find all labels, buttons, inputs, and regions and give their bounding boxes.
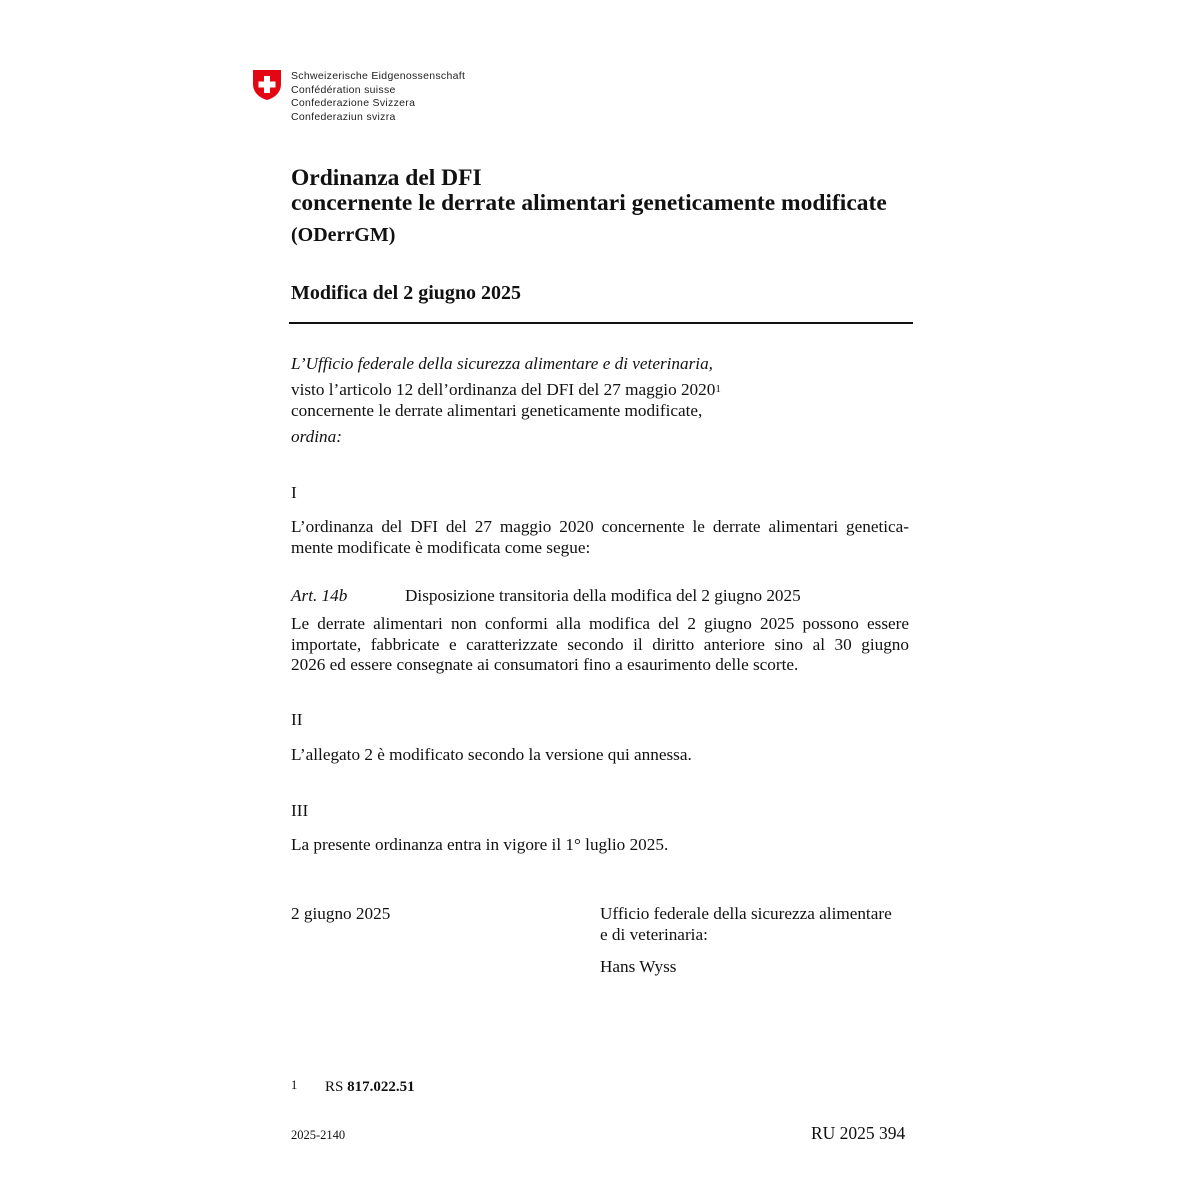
footnote-text	[325, 1079, 415, 1096]
section-1-text	[291, 517, 909, 558]
signature-date: 2 giugno 2025	[291, 904, 391, 923]
article-line-1: Le derrate alimentari non conformi alla modifica del 2 giugno 2025 possono essere	[291, 614, 909, 633]
preamble-orders: ordina:	[291, 427, 342, 446]
confederation-names	[291, 70, 465, 124]
conf-name-rm: Confederaziun svizra	[291, 110, 396, 123]
footnote-reference: 1	[715, 383, 721, 395]
official-collection-ref: RU 2025 394	[811, 1123, 906, 1143]
article-body	[291, 614, 909, 676]
section-numeral-1: I	[291, 483, 297, 502]
preamble-basis-text: visto l’articolo 12 dell’ordinanza del DFI del 27 maggio 2020	[291, 380, 716, 399]
footnote-prefix: RS	[325, 1079, 344, 1095]
amendment-date-heading: Modifica del 2 giugno 2025	[291, 282, 522, 304]
signature-office-line-1: Ufficio federale della sicurezza alimentare	[600, 904, 892, 923]
article-line-2: importate, fabbricate e caratterizzate secondo il diritto anteriore sino al 30 giugno	[291, 634, 909, 654]
signature-office	[600, 904, 892, 945]
conf-name-it: Confederazione Svizzera	[291, 97, 416, 110]
title-line-2: concernente le derrate alimentari geneticamente modificate	[291, 190, 887, 216]
swiss-coat-of-arms-icon	[252, 69, 282, 101]
section-numeral-3: III	[291, 801, 309, 820]
conf-name-de: Schweizerische Eidgenossenschaft	[291, 70, 466, 82]
section-2-text: L’allegato 2 è modificato secondo la versione qui annessa.	[291, 745, 692, 764]
conf-name-fr: Confédération suisse	[291, 83, 396, 96]
section-1-line-1: L’ordinanza del DFI del 27 maggio 2020 concernente le derrate alimentari genetica-	[291, 517, 909, 536]
preamble-authority: L’Ufficio federale della sicurezza alimentare e di veterinaria,	[291, 354, 713, 373]
section-3-text: La presente ordinanza entra in vigore il 1° luglio 2025.	[291, 835, 669, 854]
preamble-basis-line-1	[291, 380, 721, 401]
title-line-1: Ordinanza del DFI	[291, 165, 482, 191]
section-numeral-2: II	[291, 710, 303, 729]
signatory-name: Hans Wyss	[600, 957, 677, 976]
preamble-basis-line-2: concernente le derrate alimentari geneticamente modificate,	[291, 401, 703, 420]
section-1-line-2: mente modificate è modificata come segue:	[291, 537, 591, 557]
article-line-3: 2026 ed essere consegnate ai consumatori fino a esaurimento delle scorte.	[291, 655, 799, 674]
document-id: 2025-2140	[291, 1128, 346, 1142]
document-title	[291, 166, 887, 216]
article-heading: Disposizione transitoria della modifica del 2 giugno 2025	[405, 586, 801, 605]
title-abbreviation: (ODerrGM)	[291, 224, 396, 246]
article-number: Art. 14b	[291, 586, 348, 605]
footnote-number: 1	[291, 1078, 298, 1092]
header-divider	[289, 322, 913, 324]
footnote-reference-number: 817.022.51	[347, 1079, 415, 1095]
signature-office-line-2: e di veterinaria:	[600, 924, 708, 944]
